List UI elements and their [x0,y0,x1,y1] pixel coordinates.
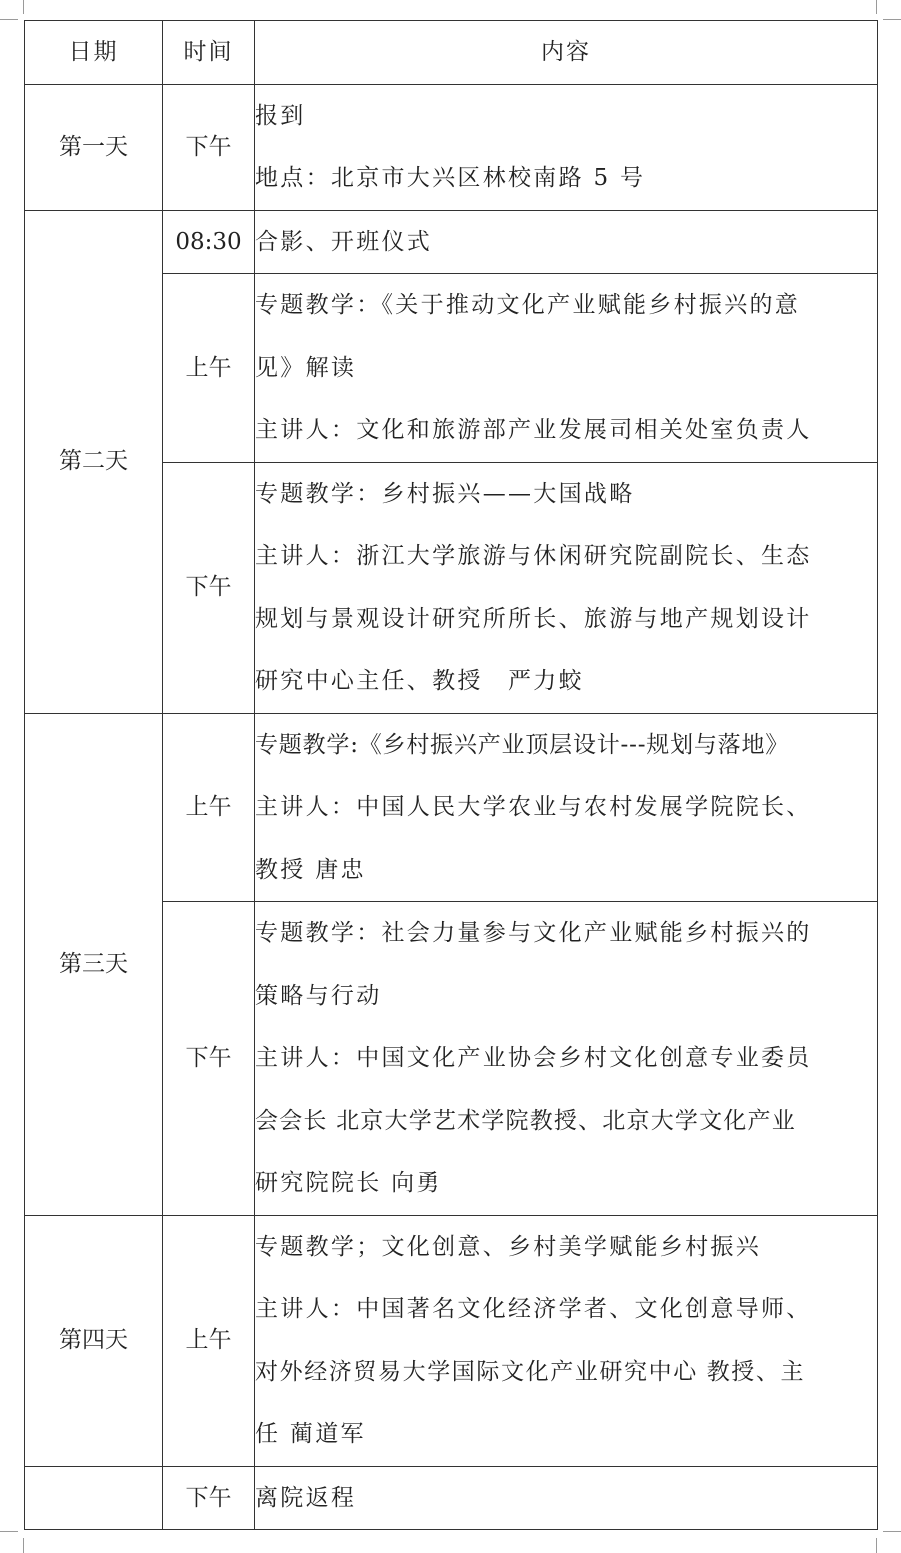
time-cell: 下午 [163,902,255,1216]
content-line: 研究院院长 向勇 [255,1170,442,1196]
day-cell: 第四天 [25,1215,163,1466]
content-line: 专题教学：社会力量参与文化产业赋能乡村振兴的 [255,920,812,946]
day-cell: 第一天 [25,84,163,210]
day-cell: 第三天 [25,713,163,1215]
content-line: 报到 [255,102,306,129]
content-cell [255,210,878,274]
content-cell [255,902,878,1216]
content-cell [255,1466,878,1530]
content-cell [255,84,878,210]
content-line: 专题教学：《关于推动文化产业赋能乡村振兴的意 [255,292,801,318]
time-cell: 上午 [163,274,255,463]
content-line: 主讲人：浙江大学旅游与休闲研究院副院长、生态 [255,543,812,569]
crop-mark-top-right-h [883,19,901,20]
day-cell-empty [25,1466,163,1530]
time-cell: 上午 [163,713,255,902]
content-cell [255,274,878,463]
content-cell [255,713,878,902]
content-line: 策略与行动 [255,982,382,1009]
content-line: 任 蔺道军 [255,1421,366,1447]
crop-mark-bottom-right-v [876,1538,877,1553]
crop-mark-bottom-left-v [23,1538,24,1553]
header-row [25,21,878,85]
content-line: 主讲人：中国人民大学农业与农村发展学院院长、 [255,794,812,820]
crop-mark-top-left-v [23,0,24,14]
content-line: 专题教学；文化创意、乡村美学赋能乡村振兴 [255,1233,761,1260]
content-line: 专题教学:《乡村振兴产业顶层设计---规划与落地》 [255,731,790,758]
content-cell [255,462,878,713]
crop-mark-top-left-h [0,19,18,20]
content-line: 教授 唐忠 [255,856,366,883]
crop-mark-bottom-right-h [883,1531,901,1532]
content-line: 专题教学：乡村振兴——大国战略 [255,480,635,507]
content-line: 研究中心主任、教授 严力蛟 [255,668,584,694]
content-line: 主讲人：文化和旅游部产业发展司相关处室负责人 [255,417,812,443]
content-cell [255,1215,878,1466]
time-cell: 上午 [163,1215,255,1466]
header-time: 时间 [163,21,255,85]
content-line: 对外经济贸易大学国际文化产业研究中心 教授、主 [255,1358,806,1385]
header-content: 内容 [255,21,878,85]
day-cell: 第二天 [25,210,163,713]
crop-mark-top-right-v [876,0,877,14]
table-row [25,713,878,902]
header-date: 日期 [25,21,163,85]
time-cell: 下午 [163,462,255,713]
time-cell: 下午 [163,1466,255,1530]
table-row [25,210,878,274]
table-row [25,84,878,210]
table-row [25,1215,878,1466]
content-line: 主讲人：中国著名文化经济学者、文化创意导师、 [255,1296,812,1322]
content-line: 合影、开班仪式 [255,228,433,255]
time-cell: 08:30 [163,210,255,274]
content-line: 主讲人：中国文化产业协会乡村文化创意专业委员 [255,1045,812,1071]
content-line: 会会长 北京大学艺术学院教授、北京大学文化产业 [255,1107,796,1134]
crop-mark-bottom-left-h [0,1531,18,1532]
content-line: 地点：北京市大兴区林校南路 5 号 [255,165,646,191]
schedule-table [24,20,878,1530]
content-line: 离院返程 [255,1484,357,1511]
time-cell: 下午 [163,84,255,210]
table-row [25,1466,878,1530]
content-line: 规划与景观设计研究所所长、旅游与地产规划设计 [255,605,812,632]
content-line: 见》解读 [255,354,357,381]
